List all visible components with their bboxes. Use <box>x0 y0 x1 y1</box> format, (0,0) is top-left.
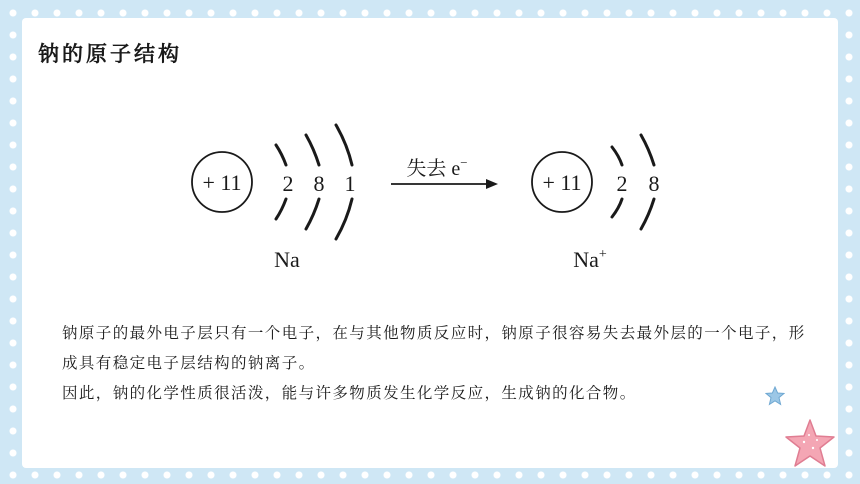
process-label <box>406 155 467 180</box>
process-label-superscript: − <box>460 155 468 170</box>
description <box>62 318 822 408</box>
ion-shell-1-arc-top <box>612 147 622 165</box>
ion-shell-1-count: 2 <box>616 171 628 196</box>
ion-shell-2-arc-top <box>641 135 654 165</box>
ion-nucleus-label: + 11 <box>542 170 582 195</box>
description-paragraph-2: 因此，钠的化学性质很活泼，能与许多物质发生化学反应，生成钠的化合物。 <box>62 384 637 402</box>
ion-symbol <box>573 247 607 272</box>
atom-shell-1-arc-top <box>276 145 286 165</box>
atomic-structure-diagram <box>22 18 838 308</box>
star-icon <box>782 418 838 470</box>
ion-charge-superscript: + <box>598 247 607 262</box>
description-paragraph-1: 钠原子的最外电子层只有一个电子，在与其他物质反应时，钠原子很容易失去最外层的一个电子，形成具有稳定电子层结构的钠离子。 <box>62 324 806 372</box>
atom-symbol: Na <box>274 247 300 272</box>
atom-shell-2-arc-bottom <box>306 199 319 229</box>
atom-shell-3-arc-top <box>336 125 352 165</box>
atom-shell-2-arc-top <box>306 135 319 165</box>
process-label-text: 失去 e <box>406 158 461 180</box>
ion-shell-2-arc-bottom <box>641 199 654 229</box>
atom-nucleus-label: + 11 <box>202 170 242 195</box>
ion-shell-1-arc-bottom <box>612 199 622 217</box>
atom-shell-1-arc-bottom <box>276 199 286 219</box>
small-star-icon <box>765 386 785 406</box>
ion-shell-2-count: 8 <box>648 171 660 196</box>
atom-shell-3-count: 1 <box>344 171 356 196</box>
ion-symbol-text: Na <box>573 247 599 272</box>
content-card <box>22 18 838 468</box>
atom-shell-2-count: 8 <box>313 171 325 196</box>
process-arrow-head <box>486 179 498 189</box>
atom-shell-3-arc-bottom <box>336 199 352 239</box>
page-title: 钠的原子结构 <box>38 42 182 66</box>
atom-shell-1-count: 2 <box>282 171 294 196</box>
